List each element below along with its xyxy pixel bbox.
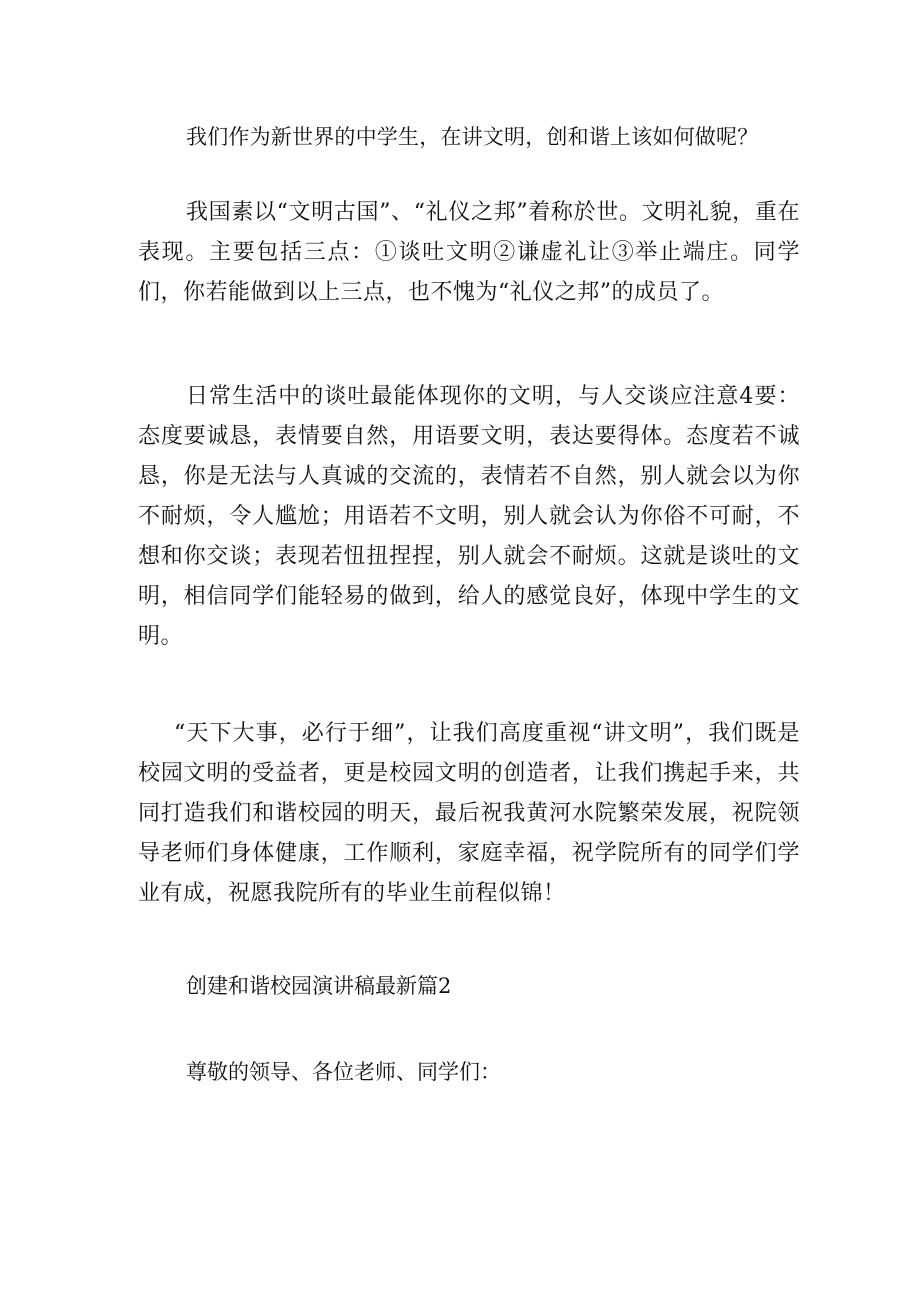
paragraph-etiquette: 我国素以“文明古国”、“礼仪之邦”着称於世。文明礼貌，重在表现。主要包括三点：①谈吐文明②谦虚礼让③举止端庄。同学们，你若能做到以上三点，也不愧为“礼仪之邦”的成员了。: [138, 200, 800, 305]
paragraph-closing-wishes: “天下大事，必行于细”，让我们高度重视“讲文明”，我们既是校园文明的受益者，更是校园文明的创造者，让我们携起手来，共同打造我们和谐校园的明天，最后祝我黄河水院繁荣发展，祝院领导老师们身体健康，工作顺利，家庭幸福，祝学院所有的同学们学业有成，祝愿我院所有的毕业生前程似锦！: [138, 721, 800, 906]
paragraph-question: 我们作为新世界的中学生，在讲文明，创和谐上该如何做呢？: [186, 125, 759, 149]
salutation: 尊敬的领导、各位老师、同学们：: [186, 1060, 501, 1084]
paragraph-speech-manners: 日常生活中的谈吐最能体现你的文明，与人交谈应注意4要：态度要诚恳，表情要自然，用语要文明，表达要得体。态度若不诚恳，你是无法与人真诚的交流的，表情若不自然，别人就会以为你不耐烦，令人尴尬；用语若不文明，别人就会认为你俗不可耐，不想和你交谈；表现若忸扭捏捏，别人就会不耐烦。这就是谈吐的文明，相信同学们能轻易的做到，给人的感觉良好，体现中学生的文明。: [138, 384, 800, 649]
section-heading: 创建和谐校园演讲稿最新篇2: [186, 974, 452, 998]
